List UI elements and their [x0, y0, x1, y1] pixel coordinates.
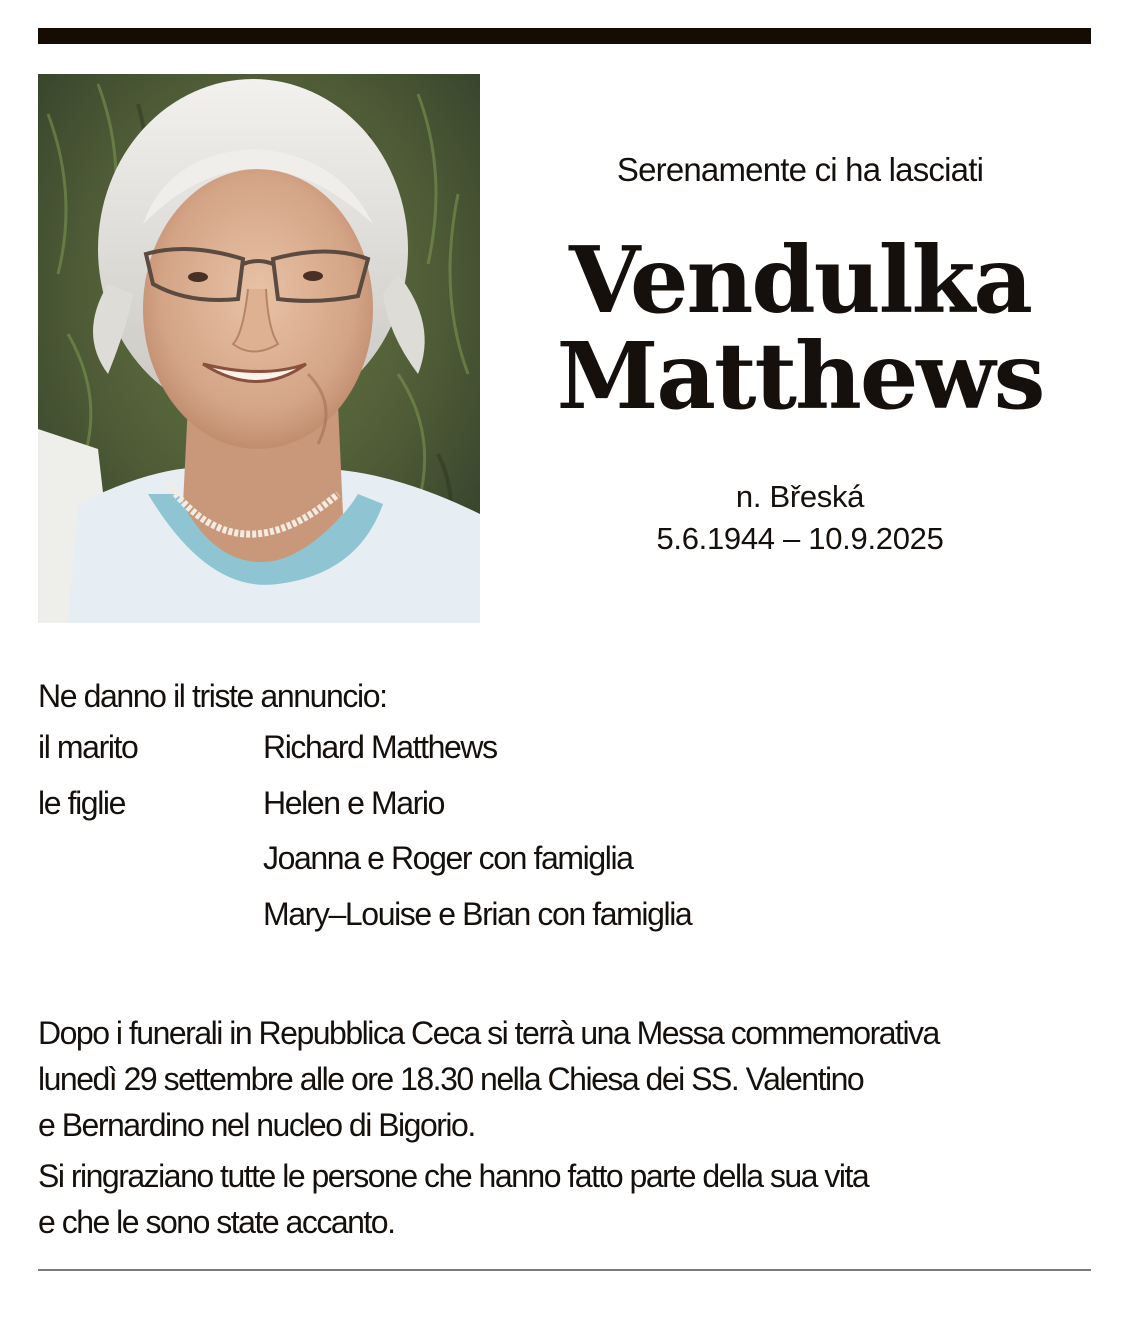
mourner-names: Helen e Mario: [263, 784, 445, 821]
text-line: e Bernardino nel nucleo di Bigorio.: [38, 1107, 475, 1143]
life-dates: 5.6.1944 – 10.9.2025: [656, 521, 944, 556]
mourners-heading: Ne danno il triste annuncio:: [38, 678, 387, 714]
memorial-mass-paragraph: [38, 1010, 1098, 1148]
text-line: lunedì 29 settembre alle ore 18.30 nella Chiesa dei SS. Valentino: [38, 1061, 864, 1097]
mourner-role: il marito: [38, 729, 138, 765]
top-divider-bar: [38, 28, 1091, 44]
mourner-row: [38, 720, 1091, 776]
heading-column: [520, 140, 1080, 560]
maiden-name: n. Břeská: [735, 479, 865, 514]
mourner-names: Mary–Louise e Brian con famiglia: [263, 895, 692, 932]
mourner-row: [38, 831, 1091, 887]
mourner-names: Richard Matthews: [263, 729, 497, 765]
mourner-role: [38, 887, 263, 943]
text-line: Si ringraziano tutte le persone che hanno fatto parte della sua vita: [38, 1158, 869, 1194]
mourners-section: [38, 672, 1091, 942]
text-line: Dopo i funerali in Repubblica Ceca si terrà una Messa commemorativa: [38, 1015, 939, 1051]
mourner-names: Joanna e Roger con famiglia: [263, 840, 633, 876]
last-name: Matthews: [556, 322, 1044, 430]
mourner-role: le figlie: [38, 784, 126, 821]
mourner-role: [38, 831, 263, 887]
bottom-divider-rule: [38, 1269, 1091, 1271]
portrait-photo: [38, 74, 480, 623]
thanks-paragraph: [38, 1153, 1098, 1245]
deceased-name: [520, 226, 1080, 430]
text-line: e che le sono state accanto.: [38, 1204, 395, 1240]
intro-text: Serenamente ci ha lasciati: [616, 151, 984, 188]
mourner-row: [38, 776, 1091, 832]
body-text: [38, 1010, 1098, 1245]
mourner-row: [38, 887, 1091, 943]
first-name: Vendulka: [569, 226, 1031, 334]
